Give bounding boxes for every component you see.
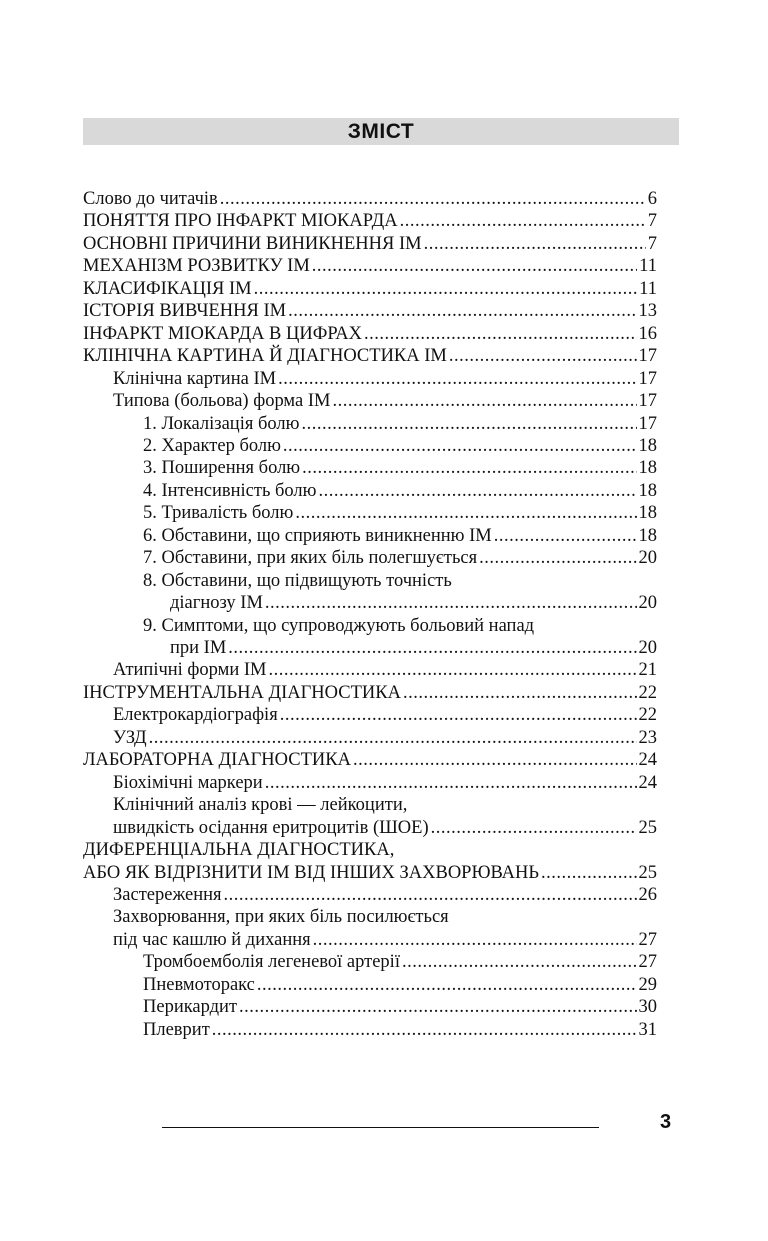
toc-entry-title: Пневмоторакс	[143, 974, 255, 995]
toc-entry	[83, 188, 657, 210]
toc-entry-title: Перикардит	[143, 997, 238, 1018]
dot-leader	[220, 188, 646, 210]
footer-rule	[162, 1127, 599, 1128]
toc-entry	[83, 300, 657, 322]
toc-entry-page: 24	[638, 772, 657, 793]
toc-entry	[143, 951, 657, 973]
toc-entry	[113, 368, 657, 390]
toc-entry-title: Атипічні форми ІМ	[113, 660, 267, 681]
toc-entry-page: 25	[638, 817, 657, 838]
toc-entry	[143, 480, 657, 502]
toc-entry	[83, 323, 657, 345]
toc-entry-title: 7. Обставини, при яких біль полегшується	[143, 548, 478, 569]
toc-entry-page: 16	[638, 323, 657, 344]
toc-entry	[113, 929, 657, 951]
toc-entry	[83, 255, 657, 277]
toc-entry-page: 30	[638, 997, 657, 1018]
toc-entry	[113, 659, 657, 681]
toc-entry	[83, 345, 657, 367]
dot-leader	[332, 390, 636, 412]
dot-leader	[541, 862, 636, 884]
dot-leader	[254, 278, 638, 300]
toc-entry	[143, 570, 657, 592]
dot-leader	[288, 300, 636, 322]
toc-entry	[113, 817, 657, 839]
toc-entry-title: діагнозу ІМ	[170, 593, 263, 614]
toc-entry-page: 31	[638, 1019, 657, 1040]
toc-entry-page: 17	[638, 368, 657, 389]
toc-entry	[170, 592, 657, 614]
dot-leader	[283, 435, 637, 457]
toc-entry-page: 11	[639, 256, 657, 277]
toc-entry-page: 7	[647, 211, 657, 232]
dot-leader	[424, 233, 646, 255]
toc-entry	[143, 502, 657, 524]
toc-entry-title: 9. Симптоми, що супроводжують больовий напад	[143, 615, 535, 636]
toc-entry-title: Біохімічні маркери	[113, 772, 263, 793]
toc-entry-title: МЕХАНІЗМ РОЗВИТКУ ІМ	[83, 256, 310, 277]
toc-entry-title: КЛІНІЧНА КАРТИНА Й ДІАГНОСТИКА ІМ	[83, 346, 447, 367]
toc-entry-page: 17	[638, 391, 657, 412]
toc-entry-title: Клінічна картина ІМ	[113, 368, 277, 389]
toc-entry	[83, 862, 657, 884]
toc-entry	[113, 704, 657, 726]
toc-entry-page: 20	[638, 548, 657, 569]
toc-entry-title: 8. Обставини, що підвищують точність	[143, 570, 452, 591]
dot-leader	[265, 772, 637, 794]
toc-entry	[143, 1019, 657, 1041]
dot-leader	[400, 210, 646, 232]
toc-entry	[113, 772, 657, 794]
toc-entry	[113, 390, 657, 412]
page-number: 3	[660, 1111, 672, 1133]
toc-entry-page: 26	[638, 884, 657, 905]
toc-entry-title: Захворювання, при яких біль посилюється	[113, 907, 449, 928]
dot-leader	[280, 704, 637, 726]
dot-leader	[257, 974, 637, 996]
dot-leader	[228, 637, 636, 659]
toc-entry-title: Клінічний аналіз крові — лейкоцити,	[113, 795, 408, 816]
dot-leader	[364, 323, 637, 345]
dot-leader	[149, 727, 637, 749]
toc-entry-title: Плеврит	[143, 1019, 210, 1040]
dot-leader	[278, 368, 636, 390]
toc-entry-title: 3. Поширення болю	[143, 458, 301, 479]
toc-entry	[113, 727, 657, 749]
toc-entry	[113, 884, 657, 906]
dot-leader	[268, 659, 636, 681]
toc-entry-page: 27	[638, 952, 657, 973]
toc-entry-page: 13	[638, 301, 657, 322]
toc-entry-page: 7	[647, 233, 657, 254]
toc-entry	[83, 210, 657, 232]
dot-leader	[318, 480, 636, 502]
toc-entry-page: 6	[647, 189, 657, 209]
toc-entry-title: ІНФАРКТ МІОКАРДА В ЦИФРАХ	[83, 323, 362, 344]
toc-entry-page: 18	[638, 480, 657, 501]
toc-entry	[83, 749, 657, 771]
toc-entry-title: АБО ЯК ВІДРІЗНИТИ ІМ ВІД ІНШИХ ЗАХВОРЮВАНЬ	[83, 862, 540, 883]
dot-leader	[265, 592, 637, 614]
toc-entry-page: 23	[638, 727, 657, 748]
toc-entry-page: 21	[638, 660, 657, 681]
dot-leader	[302, 457, 636, 479]
toc-entry-title: 2. Характер болю	[143, 435, 281, 456]
dot-leader	[312, 255, 637, 277]
toc-entry-title: ІСТОРІЯ ВИВЧЕННЯ ІМ	[83, 301, 287, 322]
toc-entry	[143, 435, 657, 457]
toc-entry-page: 24	[638, 750, 657, 771]
toc-entry	[113, 794, 657, 816]
toc-entry-title: ДИФЕРЕНЦІАЛЬНА ДІАГНОСТИКА,	[83, 840, 395, 861]
toc-entry-title: швидкість осідання еритроцитів (ШОЕ)	[113, 817, 429, 838]
toc-entry-title: ПОНЯТТЯ ПРО ІНФАРКТ МІОКАРДА	[83, 211, 398, 232]
toc-entry-page: 18	[638, 525, 657, 546]
toc-entry	[83, 233, 657, 255]
toc-title-bar	[83, 118, 679, 145]
toc-entry-title: ЛАБОРАТОРНА ДІАГНОСТИКА	[83, 750, 351, 771]
toc-entry-title: 5. Тривалість болю	[143, 503, 294, 524]
dot-leader	[403, 682, 637, 704]
toc-entry-page: 25	[638, 862, 657, 883]
toc-entry-title: під час кашлю й дихання	[113, 929, 311, 950]
dot-leader	[212, 1019, 637, 1041]
toc-entry-title: Типова (больова) форма ІМ	[113, 391, 331, 412]
dot-leader	[353, 749, 637, 771]
toc-entry	[83, 278, 657, 300]
toc-entry	[143, 996, 657, 1018]
toc-entry-page: 17	[638, 413, 657, 434]
dot-leader	[313, 929, 637, 951]
toc-entry	[83, 839, 657, 861]
toc-entry-page: 20	[638, 593, 657, 614]
toc-entry-title: ОСНОВНІ ПРИЧИНИ ВИНИКНЕННЯ ІМ	[83, 233, 422, 254]
toc-entry-title: Застереження	[113, 884, 222, 905]
toc-entry-page: 27	[638, 929, 657, 950]
dot-leader	[224, 884, 637, 906]
toc-entry-page: 20	[638, 638, 657, 658]
toc-entry-page: 22	[638, 682, 657, 703]
toc-entry-page: 29	[638, 974, 657, 995]
toc-entry-page: 18	[638, 503, 657, 524]
toc-entry	[83, 682, 657, 704]
toc-entry	[143, 974, 657, 996]
dot-leader	[301, 413, 636, 435]
toc-entry-page: 11	[639, 278, 657, 299]
toc-entry-title: УЗД	[113, 727, 147, 748]
toc-entry	[143, 547, 657, 569]
toc-entry	[143, 413, 657, 435]
toc-entry	[143, 457, 657, 479]
dot-leader	[431, 817, 637, 839]
toc-entry-page: 18	[638, 458, 657, 479]
toc-entry	[113, 906, 657, 928]
toc-entry-title: 1. Локалізація болю	[143, 413, 300, 434]
toc-entry-title: КЛАСИФІКАЦІЯ ІМ	[83, 278, 252, 299]
toc-entry-title: 6. Обставини, що сприяють виникненню ІМ	[143, 525, 492, 546]
toc-entry-page: 22	[638, 705, 657, 726]
toc-entry-title: при ІМ	[170, 638, 227, 658]
toc-entry-title: Слово до читачів	[83, 189, 218, 209]
dot-leader	[449, 345, 637, 367]
toc-entry-page: 17	[638, 346, 657, 367]
toc-entry-title: Електрокардіографія	[113, 705, 278, 726]
toc-title: ЗМІСТ	[347, 119, 415, 143]
toc-entry-title: ІНСТРУМЕНТАЛЬНА ДІАГНОСТИКА	[83, 682, 401, 703]
dot-leader	[479, 547, 636, 569]
toc-entry-title: 4. Інтенсивність болю	[143, 480, 317, 501]
dot-leader	[295, 502, 636, 524]
toc-entry	[143, 615, 657, 637]
toc-entry	[143, 525, 657, 547]
toc-entry	[170, 637, 657, 659]
dot-leader	[239, 996, 636, 1018]
toc-entry-page: 18	[638, 435, 657, 456]
dot-leader	[494, 525, 637, 547]
dot-leader	[402, 951, 637, 973]
toc-entry-title: Тромбоемболія легеневої артерії	[143, 952, 400, 973]
